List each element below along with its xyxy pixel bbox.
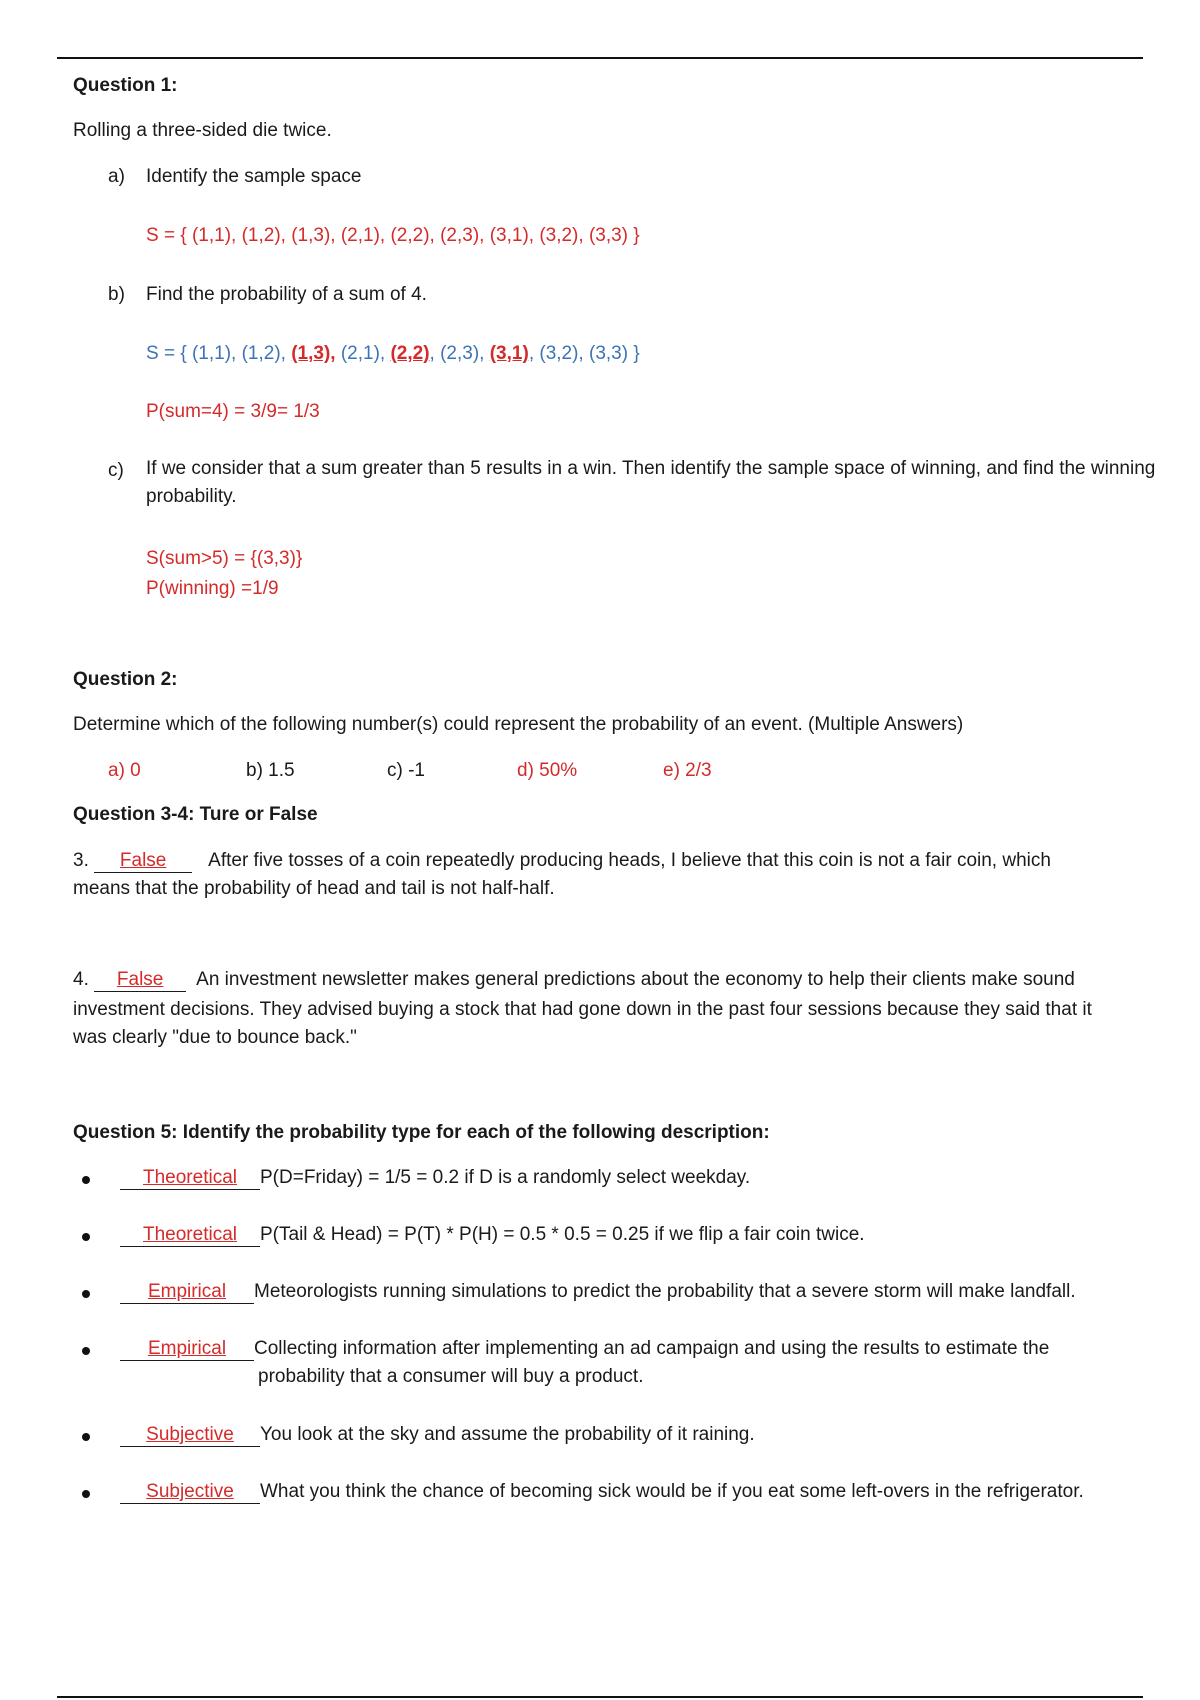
q1-c-answer-prob: P(winning) =1/9	[146, 578, 279, 599]
q5-item-4-answer: Empirical	[147, 1338, 227, 1359]
question-2-title: Question 2:	[73, 669, 178, 690]
q3-line	[73, 850, 1051, 873]
q2-option-e: e) 2/3	[663, 760, 712, 781]
q4-text: An investment newsletter makes general predictions about the economy to help their clients make sound	[196, 969, 1075, 990]
set-mid-1: (2,1),	[335, 343, 391, 364]
q5-item-1-answer: Theoretical	[143, 1167, 237, 1188]
highlight-2-2: (2,2)	[390, 343, 430, 364]
q5-item-5-answer: Subjective	[146, 1424, 234, 1445]
q2-option-a: a) 0	[108, 760, 141, 781]
q1-b-label: b)	[108, 284, 125, 305]
q4-answer: False	[116, 969, 164, 990]
set-mid-2: , (2,3),	[429, 343, 490, 364]
q2-option-c: c) -1	[387, 760, 425, 781]
q2-option-d: d) 50%	[517, 760, 578, 781]
bullet-1	[82, 1176, 90, 1184]
q5-item-4-text: Collecting information after implementing an ad campaign and using the results to estimate the	[254, 1338, 1050, 1359]
q5-item-2-blank	[120, 1224, 260, 1247]
q5-item-3	[120, 1281, 1076, 1304]
q1-a-text: Identify the sample space	[146, 166, 362, 187]
q3-text-cont: means that the probability of head and tail is not half-half.	[73, 878, 555, 899]
q3-number: 3.	[73, 850, 89, 871]
q5-item-1-blank	[120, 1167, 260, 1190]
q1-c-label: c)	[108, 460, 124, 481]
q5-item-1	[120, 1167, 750, 1190]
question-1-title: Question 1:	[73, 75, 178, 96]
q5-item-6-blank	[120, 1481, 260, 1504]
bottom-rule	[57, 1696, 1143, 1698]
q5-item-6	[120, 1481, 1084, 1504]
q3-answer-blank	[94, 850, 192, 873]
bullet-3	[82, 1290, 90, 1298]
q4-line	[73, 969, 1075, 992]
q1-b-text: Find the probability of a sum of 4.	[146, 284, 427, 305]
bullet-4	[82, 1347, 90, 1355]
question-2-text: Determine which of the following number(s) could represent the probability of an event. (Multiple Answers)	[73, 714, 964, 735]
q5-item-2-answer: Theoretical	[143, 1224, 237, 1245]
bullet-2	[82, 1233, 90, 1241]
q1-a-answer: S = { (1,1), (1,2), (1,3), (2,1), (2,2), (2,3), (3,1), (3,2), (3,3) }	[146, 225, 640, 246]
q5-item-2	[120, 1224, 865, 1247]
q5-item-1-text: P(D=Friday) = 1/5 = 0.2 if D is a randomly select weekday.	[260, 1167, 751, 1188]
q3-text: After five tosses of a coin repeatedly producing heads, I believe that this coin is not a fair coin, which	[208, 850, 1051, 871]
q4-number: 4.	[73, 969, 89, 990]
q2-option-b: b) 1.5	[246, 760, 295, 781]
q1-c-text: If we consider that a sum greater than 5 results in a win. Then identify the sample space of winning, and find the winning probability.	[146, 458, 1156, 507]
q5-item-4-text-cont: probability that a consumer will buy a product.	[258, 1366, 644, 1387]
q1-c-answer-space: S(sum>5) = {(3,3)}	[146, 548, 303, 569]
question-5-title: Question 5: Identify the probability type for each of the following description:	[73, 1122, 770, 1143]
top-rule	[57, 57, 1143, 59]
bullet-5	[82, 1433, 90, 1441]
q1-b-sample-space	[146, 343, 640, 365]
q5-item-3-answer: Empirical	[147, 1281, 227, 1302]
q4-text-cont-2: was clearly "due to bounce back."	[73, 1027, 357, 1048]
q5-item-2-text: P(Tail & Head) = P(T) * P(H) = 0.5 * 0.5 = 0.25 if we flip a fair coin twice.	[260, 1224, 865, 1245]
q4-answer-blank	[94, 969, 186, 992]
q5-item-4	[120, 1338, 1049, 1361]
q5-item-6-answer: Subjective	[146, 1481, 234, 1502]
highlight-1-3: (1,3),	[291, 343, 336, 364]
q5-item-4-blank	[120, 1338, 254, 1361]
q1-b-probability: P(sum=4) = 3/9= 1/3	[146, 401, 320, 422]
bullet-6	[82, 1490, 90, 1498]
q5-item-5-text: You look at the sky and assume the probability of it raining.	[260, 1424, 755, 1445]
q5-item-3-text: Meteorologists running simulations to predict the probability that a severe storm will make landfall.	[254, 1281, 1076, 1302]
set-open: S = { (1,1), (1,2),	[146, 343, 292, 364]
set-close: , (3,2), (3,3) }	[528, 343, 640, 364]
q5-item-5-blank	[120, 1424, 260, 1447]
q3-answer: False	[119, 850, 167, 871]
question-3-4-title: Question 3-4: Ture or False	[73, 804, 318, 825]
q5-item-6-text: What you think the chance of becoming sick would be if you eat some left-overs in the refrigerator.	[260, 1481, 1084, 1502]
highlight-3-1: (3,1)	[489, 343, 529, 364]
q5-item-5	[120, 1424, 755, 1447]
q5-item-3-blank	[120, 1281, 254, 1304]
question-1-intro: Rolling a three-sided die twice.	[73, 120, 332, 141]
q1-a-label: a)	[108, 166, 125, 187]
q4-text-cont-1: investment decisions. They advised buying a stock that had gone down in the past four sessions because they said that it	[73, 999, 1092, 1020]
